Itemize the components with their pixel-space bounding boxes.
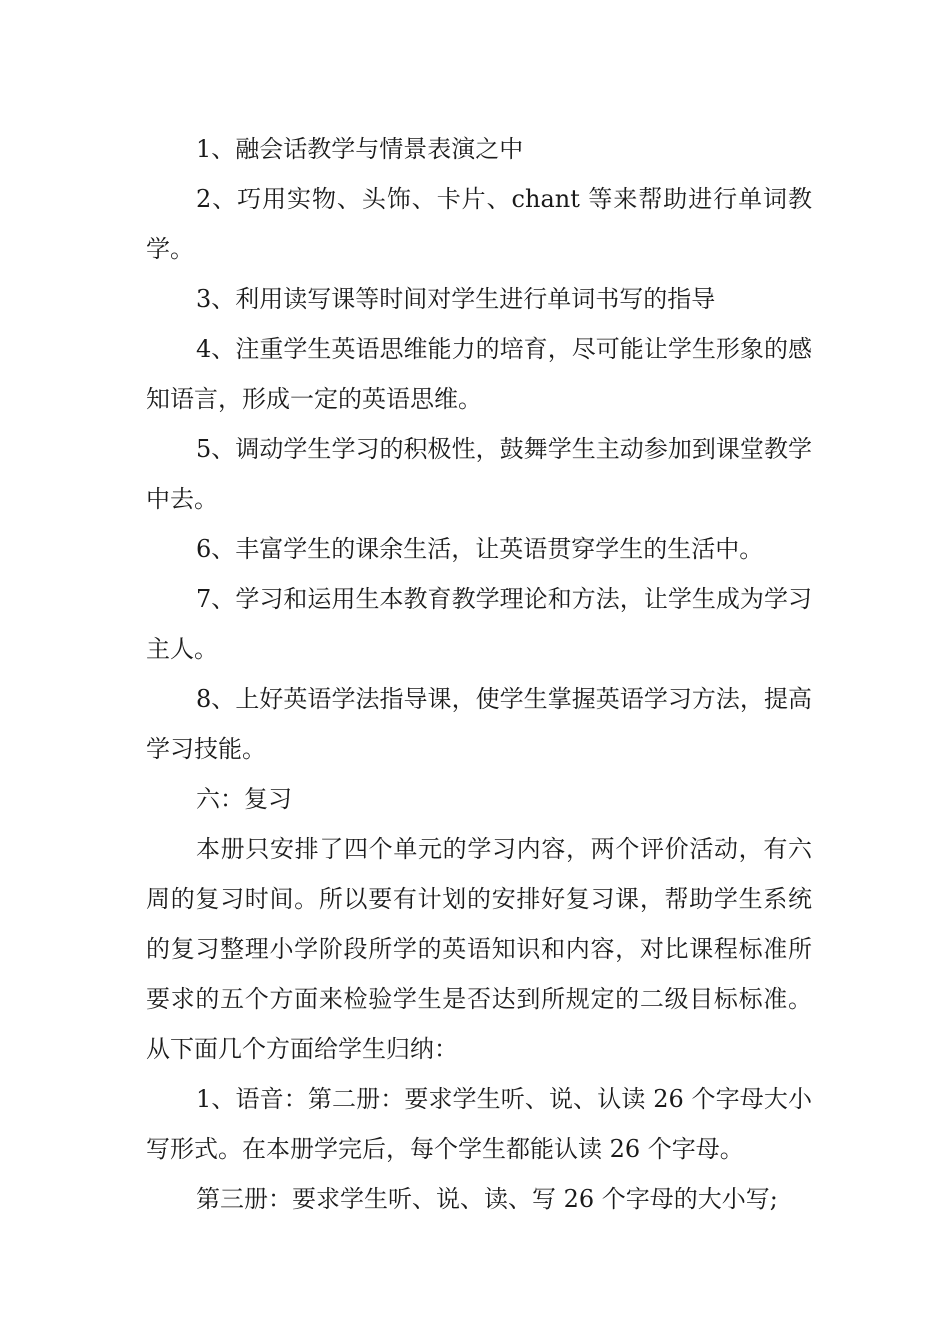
list-item-2: 2、巧用实物、头饰、卡片、chant 等来帮助进行单词教学。 [146,185,812,263]
document-body [146,124,812,1224]
review-intro-paragraph: 本册只安排了四个单元的学习内容，两个评价活动，有六周的复习时间。所以要有计划的安排好复习课，帮助学生系统的复习整理小学阶段所学的英语知识和内容，对比课程标准所要求的五个方面来检验学生是否达到所规定的二级目标标准。从下面几个方面给学生归纳： [146,835,812,1063]
review-item-phonetics: 1、语音：第二册：要求学生听、说、认读 26 个字母大小写形式。在本册学完后，每个学生都能认读 26 个字母。 [146,1085,812,1163]
list-item-8: 8、上好英语学法指导课，使学生掌握英语学习方法，提高学习技能。 [146,685,812,763]
list-item-5: 5、调动学生学习的积极性，鼓舞学生主动参加到课堂教学中去。 [146,435,812,513]
list-item-1: 1、融会话教学与情景表演之中 [196,135,524,163]
review-item-book-three: 第三册：要求学生听、说、读、写 26 个字母的大小写; [196,1185,778,1213]
list-item-4: 4、注重学生英语思维能力的培育，尽可能让学生形象的感知语言，形成一定的英语思维。 [146,335,812,413]
section-heading-review: 六：复习 [196,785,292,813]
list-item-7: 7、学习和运用生本教育教学理论和方法，让学生成为学习主人。 [146,585,812,663]
list-item-3: 3、利用读写课等时间对学生进行单词书写的指导 [196,285,716,313]
list-item-6: 6、丰富学生的课余生活，让英语贯穿学生的生活中。 [196,535,764,563]
